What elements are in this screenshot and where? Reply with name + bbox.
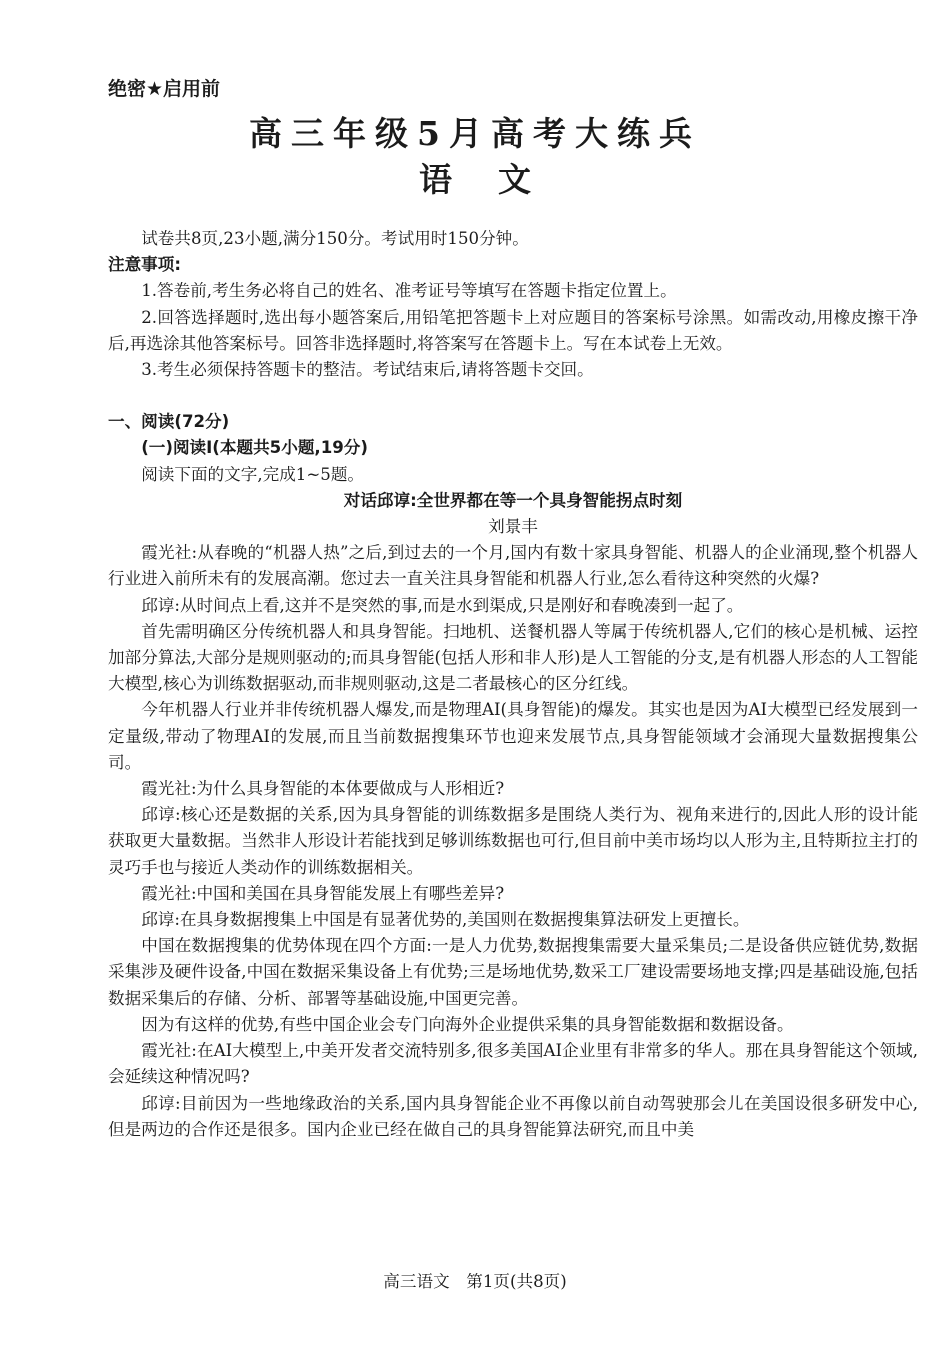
exam-body [108, 226, 918, 1143]
exam-info: 试卷共8页,23小题,满分150分。考试用时150分钟。 [141, 229, 529, 248]
article-paragraph: 因为有这样的优势,有些中国企业会专门向海外企业提供采集的具身智能数据和数据设备。 [141, 1014, 794, 1034]
page-footer: 高三语文 第1页(共8页) [383, 1272, 567, 1291]
article-paragraph: 今年机器人行业并非传统机器人爆发,而是物理AI(具身智能)的爆发。其实也是因为AI大模型已经发展到一定量级,带动了物理AI的发展,而且当前数据搜集环节也迎来发展节点,具身智能领域才会涌现大量数据搜集公司。 [108, 700, 918, 772]
confidential-label: 绝密★启用前 [108, 78, 221, 100]
article-paragraph: 首先需明确区分传统机器人和具身智能。扫地机、送餐机器人等属于传统机器人,它们的核心是机械、运控加部分算法,大部分是规则驱动的;而具身智能(包括人形和非人形)是人工智能的分支,是有机器人形态的人工智能大模型,核心为训练数据驱动,而非规则驱动,这是二者最核心的区分红线。 [108, 621, 918, 694]
article-paragraph: 中国在数据搜集的优势体现在四个方面:一是人力优势,数据搜集需要大量采集员;二是设备供应链优势,数据采集涉及硬件设备,中国在数据采集设备上有优势;三是场地优势,数采工厂建设需要场地支撑;四是基础设施,包括数据采集后的存储、分析、部署等基础设施,中国更完善。 [108, 936, 918, 1008]
subject-title [0, 154, 950, 201]
notes-heading: 注意事项: [108, 255, 182, 275]
reading-instruction: 阅读下面的文字,完成1~5题。 [141, 464, 365, 484]
article-paragraph: 霞光社:中国和美国在具身智能发展上有哪些差异? [141, 883, 505, 903]
note-item: 2.回答选择题时,选出每小题答案后,用铅笔把答题卡上对应题目的答案标号涂黑。如需改动,用橡皮擦干净后,再选涂其他答案标号。回答非选择题时,将答案写在答题卡上。写在本试卷上无效。 [108, 307, 918, 353]
exam-title: 高三年级5月高考大练兵 [249, 114, 701, 153]
article-title: 对话邱谆:全世界都在等一个具身智能拐点时刻 [343, 490, 683, 510]
article-paragraph: 霞光社:为什么具身智能的本体要做成与人形相近? [141, 779, 505, 799]
article-paragraph: 霞光社:从春晚的“机器人热”之后,到过去的一个月,国内有数十家具身智能、机器人的企业涌现,整个机器人行业进入前所未有的发展高潮。您过去一直关注具身智能和机器人行业,怎么看待这种突然的火爆? [108, 543, 918, 589]
article-paragraph: 霞光社:在AI大模型上,中美开发者交流特别多,很多美国AI企业里有非常多的华人。那在具身智能这个领域,会延续这种情况吗? [108, 1041, 918, 1087]
note-item: 1.答卷前,考生务必将自己的姓名、准考证号等填写在答题卡指定位置上。 [141, 281, 677, 301]
note-item: 3.考生必须保持答题卡的整洁。考试结束后,请将答题卡交回。 [141, 360, 594, 380]
article-paragraph: 邱谆:从时间点上看,这并不是突然的事,而是水到渠成,只是刚好和春晚凑到一起了。 [141, 595, 744, 615]
article-author: 刘景丰 [488, 517, 538, 537]
subject-char-2: 文 [498, 160, 531, 199]
subject-char-1: 语 [419, 160, 452, 199]
section-heading: 一、阅读(72分) [108, 412, 230, 432]
subsection-heading: (一)阅读Ⅰ(本题共5小题,19分) [141, 438, 368, 458]
article-paragraph: 邱谆:目前因为一些地缘政治的关系,国内具身智能企业不再像以前自动驾驶那会儿在美国设很多研发中心,但是两边的合作还是很多。国内企业已经在做自己的具身智能算法研究,而且中美 [108, 1093, 918, 1139]
article-paragraph: 邱谆:在具身数据搜集上中国是有显著优势的,美国则在数据搜集算法研发上更擅长。 [141, 910, 750, 930]
article-paragraph: 邱谆:核心还是数据的关系,因为具身智能的训练数据多是围绕人类行为、视角来进行的,因此人形的设计能获取更大量数据。当然非人形设计若能找到足够训练数据也可行,但目前中美市场均以人形为主,且特斯拉主打的灵巧手也与接近人类动作的训练数据相关。 [108, 805, 918, 877]
